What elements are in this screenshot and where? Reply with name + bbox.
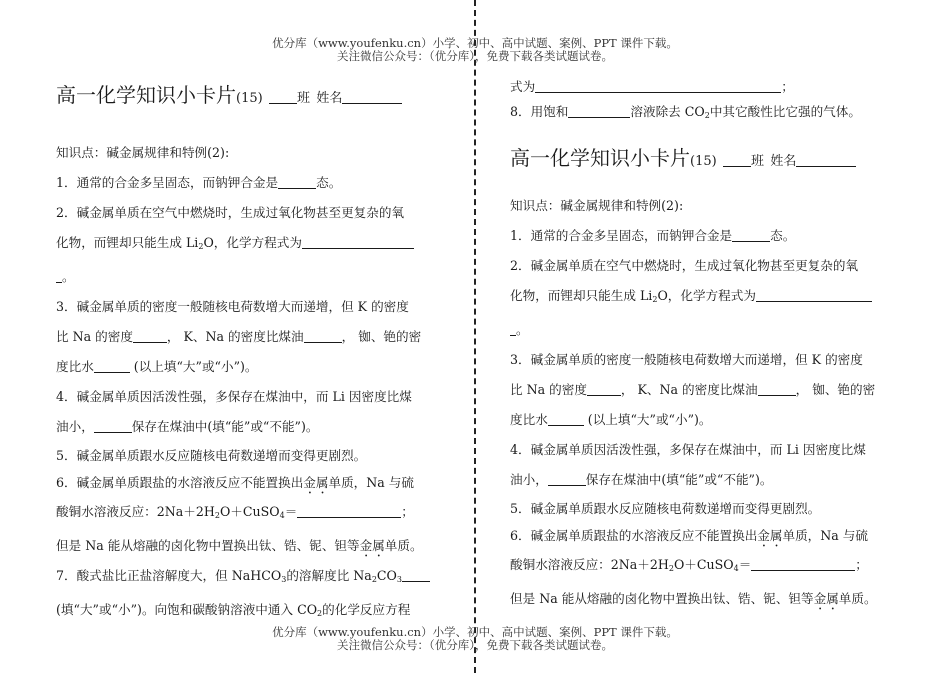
q4-b2: 保存在煤油中(填“能”或“不能”)。	[585, 472, 773, 487]
q7-c1: 式为	[510, 79, 536, 94]
q4-a: 4．碱金属单质因活泼性强，多保存在煤油中，而 Li 因密度比煤	[510, 442, 866, 457]
q6-a-emphasis: 金属	[757, 528, 783, 543]
q6-a1: 6．碱金属单质跟盐的水溶液反应不能置换出	[510, 528, 758, 543]
card-title	[510, 143, 900, 177]
sub-3: 3	[396, 575, 402, 584]
q3-b2: ， K、Na 的密度比煤油	[620, 382, 758, 397]
q5: 5．碱金属单质跟水反应随核电荷数递增而变得更剧烈。	[56, 448, 367, 463]
name-blank[interactable]	[796, 154, 856, 167]
q3-c2: (以上填“大”或“小”)。	[583, 412, 712, 427]
q8-1: 8．用饱和	[510, 104, 569, 119]
q2-blank[interactable]	[756, 289, 872, 302]
q8	[510, 97, 900, 131]
name-label: 姓名	[316, 91, 343, 106]
q3-blank1[interactable]	[133, 330, 167, 343]
q3-b3: ， 铷、铯的密	[341, 329, 422, 344]
q6-b	[56, 497, 442, 531]
q1	[510, 221, 900, 251]
q5: 5．碱金属单质跟水反应随核电荷数递增而变得更剧烈。	[510, 501, 821, 516]
q4-b1: 油小，	[510, 472, 548, 487]
sub-2: 2	[198, 242, 204, 251]
watermark-bottom	[0, 626, 950, 652]
q3-c	[510, 405, 900, 435]
q6-c2: 单质。	[838, 591, 877, 606]
sub-2: 2	[652, 295, 658, 304]
card-title	[56, 80, 442, 114]
card-right	[510, 77, 900, 614]
q6-b-text: 酸铜水溶液反应：2Na＋2H	[510, 557, 669, 572]
q6-blank[interactable]	[297, 505, 401, 518]
class-label: 班	[297, 91, 311, 106]
q1-text: 1．通常的合金多呈固态，而钠钾合金是	[56, 175, 279, 190]
sub-4: 4	[733, 564, 739, 573]
q3-blank3[interactable]	[94, 360, 130, 373]
q6-b	[510, 550, 900, 584]
class-label: 班	[751, 154, 765, 169]
q6-b-text2: O＋CuSO	[219, 504, 280, 519]
q1-end: 态。	[316, 175, 342, 190]
q2-b	[510, 281, 900, 315]
q2-b-text: 化物，而锂却只能生成 Li	[510, 288, 653, 303]
q2-b-text: 化物，而锂却只能生成 Li	[56, 235, 199, 250]
sub-2: 2	[214, 511, 220, 520]
q7-a1: 7．酸式盐比正盐溶解度大，但 NaHCO	[56, 568, 282, 583]
spacer	[510, 131, 900, 143]
q7-blank2[interactable]	[535, 80, 781, 93]
watermark-line1: 优分库（www.youfenku.cn）小学、初中、高中试题、案例、PPT 课件下载。	[272, 36, 678, 50]
sub-2: 2	[317, 609, 323, 618]
q4-b2: 保存在煤油中(填“能”或“不能”)。	[131, 419, 319, 434]
q3-c1: 度比水	[510, 412, 548, 427]
q4-blank[interactable]	[94, 420, 132, 433]
q3-c1: 度比水	[56, 359, 94, 374]
q7-b	[56, 595, 442, 629]
q6-a2: 单质，Na 与硫	[328, 475, 414, 490]
watermark-line1: 优分库（www.youfenku.cn）小学、初中、高中试题、案例、PPT 课件下载。	[272, 625, 678, 639]
q6-a2: 单质，Na 与硫	[782, 528, 868, 543]
card-number: (15)	[236, 91, 263, 106]
q7-a3: CO	[376, 568, 397, 583]
q3-b1: 比 Na 的密度	[510, 382, 587, 397]
name-blank[interactable]	[342, 91, 402, 104]
title-gap	[510, 177, 900, 191]
q2-c	[56, 262, 442, 292]
q3-c	[56, 352, 442, 382]
q7-a	[56, 561, 442, 595]
q7-c2: ；	[781, 79, 794, 94]
q3-a: 3．碱金属单质的密度一般随核电荷数增大而递增，但 K 的密度	[56, 299, 409, 314]
fold-line	[474, 0, 476, 673]
sub-3: 3	[281, 575, 287, 584]
topic: 知识点：碱金属规律和特例(2):	[510, 198, 684, 213]
q7-b-text: (填“大”或“小”)。向饱和碳酸钠溶液中通入 CO	[56, 602, 318, 617]
q6-c-emphasis: 金属	[359, 538, 385, 553]
name-label: 姓名	[770, 154, 797, 169]
q3-blank3[interactable]	[548, 413, 584, 426]
q6-c2: 单质。	[384, 538, 423, 553]
q3-b	[56, 322, 442, 352]
card-title-text: 高一化学知识小卡片	[510, 146, 690, 170]
q2-b-text2: O，化学方程式为	[657, 288, 756, 303]
q2-c	[510, 315, 900, 345]
title-gap	[56, 114, 442, 138]
q4-b	[510, 465, 900, 495]
q7-blank1[interactable]	[402, 569, 430, 582]
topic: 知识点：碱金属规律和特例(2):	[56, 145, 230, 160]
q3-a: 3．碱金属单质的密度一般随核电荷数增大而递增，但 K 的密度	[510, 352, 863, 367]
q4-a: 4．碱金属单质因活泼性强，多保存在煤油中，而 Li 因密度比煤	[56, 389, 412, 404]
q6-c	[56, 531, 442, 561]
q8-blank[interactable]	[568, 105, 630, 118]
q3-c2: (以上填“大”或“小”)。	[129, 359, 258, 374]
class-blank[interactable]	[269, 91, 297, 104]
q1-blank[interactable]	[278, 176, 316, 189]
class-blank[interactable]	[723, 154, 751, 167]
q6-c-emphasis: 金属	[813, 591, 839, 606]
q6-c1: 但是 Na 能从熔融的卤化物中置换出钛、锆、铌、钽等	[510, 591, 814, 606]
sub-2: 2	[668, 564, 674, 573]
q6-c1: 但是 Na 能从熔融的卤化物中置换出钛、锆、铌、钽等	[56, 538, 360, 553]
q2-a: 2．碱金属单质在空气中燃烧时，生成过氧化物甚至更复杂的氧	[510, 258, 859, 273]
q6-b-end: ；	[855, 557, 868, 572]
q1-end: 态。	[770, 228, 796, 243]
q6-b-end: ；	[401, 504, 414, 519]
q2-b	[56, 228, 442, 262]
sub-2: 2	[371, 575, 377, 584]
q8-3: 中其它酸性比它强的气体。	[709, 104, 861, 119]
q7-c	[510, 77, 900, 97]
q3-b1: 比 Na 的密度	[56, 329, 133, 344]
q3-blank2[interactable]	[304, 330, 342, 343]
q4-blank[interactable]	[548, 473, 586, 486]
q3-b3: ， 铷、铯的密	[795, 382, 876, 397]
q2-c-text: 。	[62, 269, 75, 284]
q2-b-text2: O，化学方程式为	[203, 235, 302, 250]
q3-blank1[interactable]	[587, 383, 621, 396]
q3-b2: ， K、Na 的密度比煤油	[166, 329, 304, 344]
q3-b	[510, 375, 900, 405]
q6-a-emphasis: 金属	[303, 475, 329, 490]
q6-a1: 6．碱金属单质跟盐的水溶液反应不能置换出	[56, 475, 304, 490]
q6-a	[56, 469, 442, 497]
q6-c	[510, 584, 900, 614]
q6-a	[510, 522, 900, 550]
q6-b-eq: ＝	[284, 504, 298, 519]
sub-4: 4	[279, 511, 285, 520]
q2-c-text: 。	[516, 322, 529, 337]
card-number: (15)	[690, 154, 717, 169]
q4-b1: 油小，	[56, 419, 94, 434]
card-title-text: 高一化学知识小卡片	[56, 83, 236, 107]
q6-b-text2: O＋CuSO	[673, 557, 734, 572]
q7-a2: 的溶解度比 Na	[286, 568, 372, 583]
q2-blank[interactable]	[302, 236, 414, 249]
q6-b-text: 酸铜水溶液反应：2Na＋2H	[56, 504, 215, 519]
q1-blank[interactable]	[732, 229, 770, 242]
q3-blank2[interactable]	[758, 383, 796, 396]
q1-text: 1．通常的合金多呈固态，而钠钾合金是	[510, 228, 733, 243]
sub-2: 2	[704, 111, 710, 120]
card-left	[56, 80, 442, 629]
q4-b	[56, 412, 442, 442]
q6-blank[interactable]	[751, 558, 855, 571]
q7-b-text2: 的化学反应方程	[322, 602, 411, 617]
watermark-line2: 关注微信公众号：（优分库），免费下载各类试题试卷。	[337, 638, 613, 652]
q8-2: 溶液除去 CO	[630, 104, 705, 119]
q1	[56, 168, 442, 198]
q2-a: 2．碱金属单质在空气中燃烧时，生成过氧化物甚至更复杂的氧	[56, 205, 405, 220]
q6-b-eq: ＝	[738, 557, 752, 572]
watermark-line2: 关注微信公众号：（优分库），免费下载各类试题试卷。	[337, 49, 613, 63]
